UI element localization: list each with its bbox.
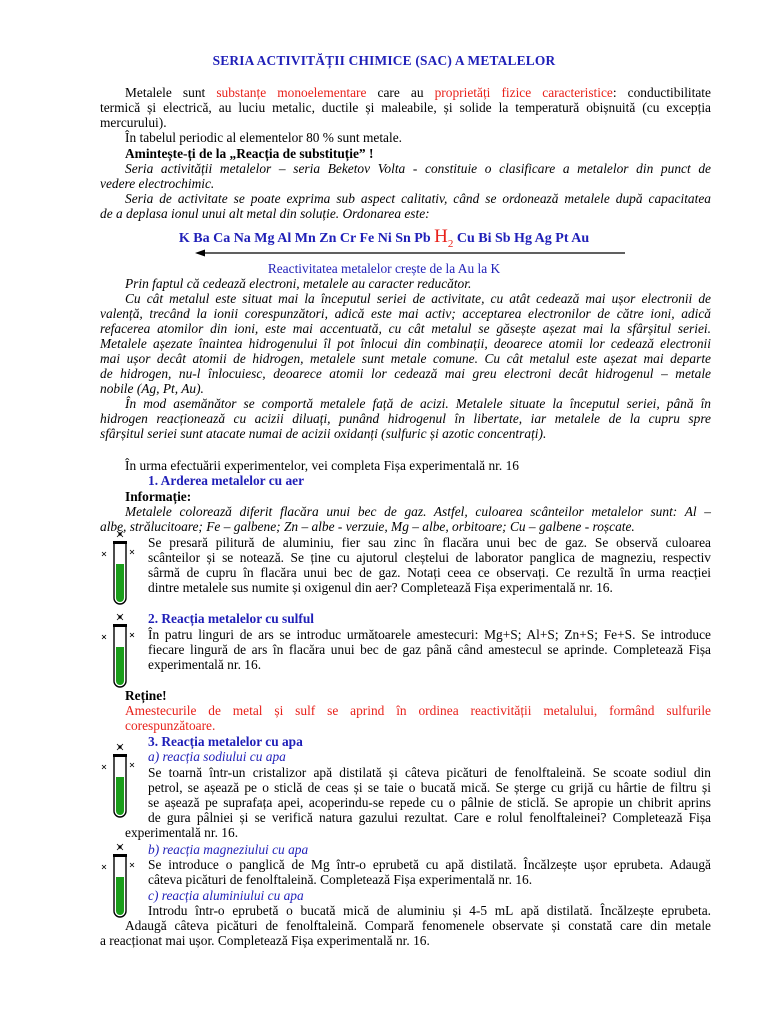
section-3a-text-5: experimentală nr. 16. bbox=[125, 825, 239, 840]
reactivity-line-3: valență, trecând la ionii corespunzători, adică este mai activ; acceptarea electronilor de către ioni, adică bbox=[100, 306, 711, 321]
series-hydrogen: $H_2$ bbox=[434, 226, 454, 250]
reactivity-line-4: refacerea atomilor din ioni, este mai accentuată, cu cât metalul se găsește așezat mai la sfârșitul seriei. bbox=[100, 321, 711, 336]
section-3a-title: a) reacția sodiului cu apa bbox=[148, 749, 286, 764]
series-arrow-icon bbox=[195, 248, 625, 258]
page-title: SERIA ACTIVITĂȚII CHIMICE (SAC) A METALELOR bbox=[212, 53, 556, 68]
section-3-heading: 3. Reacția metalelor cu apa bbox=[148, 734, 303, 749]
reactivity-line-1: Prin faptul că cedează electroni, metalele au caracter reducător. bbox=[125, 276, 472, 291]
reactivity-line-10: hidrogen reacționează cu acizii diluați, punând hidrogenul în libertate, iar metalele de la cupru spre bbox=[100, 411, 711, 426]
series-caption: Reactivitatea metalelor crește de la Au la K bbox=[267, 261, 501, 276]
section-1-info-1: Metalele colorează diferit flacăra unui bec de gaz. Astfel, culoarea scânteilor metalelor sunt: Al – bbox=[125, 504, 711, 519]
retine-line-2: corespunzătoare. bbox=[125, 718, 216, 733]
reactivity-line-8: nobile (Ag, Pt, Au). bbox=[100, 381, 204, 396]
series-left: K Ba Ca Na Mg Al Mn Zn Cr Fe Ni Sn Pb bbox=[178, 231, 431, 246]
section-3b-text-2: câteva picături de fenolftaleină. Completează Fișa experimentală nr. 16. bbox=[148, 872, 533, 887]
section-3c-text-3: a reacționat mai ușor. Completează Fișa experimentală nr. 16. bbox=[100, 933, 430, 948]
reactivity-line-6: mai ușor decât atomii de hidrogen, metalele sunt metale comune. Cu cât metalul este așezat mai departe bbox=[100, 351, 711, 366]
section-2-heading: 2. Reacția metalelor cu sulful bbox=[148, 611, 314, 626]
section-1-text-3: sârmă de cupru în flacăra unui bec de gaz. Notați ceea ce observați. Ce rezultă în urma reacției bbox=[148, 565, 711, 580]
test-tube-icon bbox=[100, 530, 138, 610]
section-1-heading: 1. Arderea metalelor cu aer bbox=[148, 473, 305, 488]
section-3a-text-4: de gura pâlniei și se verifică natura gazului rezultat. Care e rolul fenolftaleinei? Completează Fișa bbox=[148, 810, 711, 825]
section-1-text-1: Se presară pilitură de aluminiu, fier sau zinc în flacăra unui bec de gaz. Se observă culoarea bbox=[148, 535, 711, 550]
series-right: Cu Bi Sb Hg Ag Pt Au bbox=[456, 231, 590, 246]
intro-line-3: mercurului). bbox=[100, 115, 167, 130]
test-tube-icon bbox=[100, 843, 138, 923]
intro-line-1: Metalele sunt substanțe monoelementare care au proprietăți fizice caracteristice: conductibilitate bbox=[125, 85, 711, 100]
retine-line-1: Amestecurile de metal și sulf se aprind în ordinea reactivității metalului, formând sulfurile bbox=[125, 703, 711, 718]
section-3c-text-1: Introdu într-o eprubetă o bucată mică de aluminiu și 4-5 mL apă distilată. Încălzește eprubeta. bbox=[148, 903, 711, 918]
intro-line-6: Seria activității metalelor – seria Beketov Volta - constituie o clasificare a metalelor din punct de bbox=[125, 161, 711, 176]
intro-line-2: termică și electrică, au luciu metalic, ductile și maleabile, și solide la temperatură obișnuită (cu excepția bbox=[100, 100, 711, 115]
reactivity-line-7: de hidrogen, nu-l înlocuiesc, deoarece atomii lor cedează mai greu electroni decât hidrogenul – metale bbox=[100, 366, 711, 381]
section-2-text-2: fiecare lingură de ars în flacăra unui bec de gaz până când amestecul se aprinde. Completează Fișa bbox=[148, 642, 711, 657]
section-3a-text-2: petrol, se așează pe o sticlă de ceas și se taie o bucată mică. Se șterge cu grijă cu hârtie de filtru și bbox=[148, 780, 711, 795]
reactivity-line-2: Cu cât metalul este situat mai la începutul seriei de activitate, cu atât cedează mai ușor electronii de bbox=[125, 291, 711, 306]
intro-line-8: Seria de activitate se poate exprima sub aspect calitativ, când se ordonează metalele după capacitatea bbox=[125, 191, 711, 206]
activity-series bbox=[0, 226, 768, 250]
section-3b-title: b) reacția magneziului cu apa bbox=[148, 842, 309, 857]
reactivity-line-5: Metalele așezate înaintea hidrogenului îl pot înlocui din combinații, deoarece atomii lor cedează electronii bbox=[100, 336, 711, 351]
intro-line-4: În tabelul periodic al elementelor 80 % sunt metale. bbox=[125, 130, 403, 145]
section-2-text-1: În patru linguri de ars se introduc următoarele amestecuri: Mg+S; Al+S; Zn+S; Fe+S. Se introduce bbox=[148, 627, 711, 642]
section-2-text-3: experimentală nr. 16. bbox=[148, 657, 262, 672]
intro-line-9: de a deplasa ionul unui alt metal din soluție. Ordonarea este: bbox=[100, 206, 430, 221]
section-1-text-4: dintre metalele sus numite și oxigenul din aer? Completează Fișa experimentală nr. 16. bbox=[148, 580, 613, 595]
section-3a-text-3: se așează pe suprafața apei, acoperindu-se repede cu o pâlnie de sticlă. Se apropie un chibrit aprins bbox=[148, 795, 711, 810]
intro-line-7: vedere electrochimic. bbox=[100, 176, 215, 191]
section-1-text-2: scânteilor și se notează. Se ține cu ajutorul cleștelui de laborator panglica de magneziu, respectiv bbox=[148, 550, 711, 565]
section-3b-text-1: Se introduce o panglică de Mg într-o eprubetă cu apă distilată. Încălzește ușor eprubeta. Adaugă bbox=[148, 857, 711, 872]
section-3a-text-1: Se toarnă într-un cristalizor apă distilată și câteva picături de fenolftaleină. Se scoate sodiul din bbox=[148, 765, 711, 780]
section-1-info-label: Informație: bbox=[125, 489, 192, 504]
intro-reminder: Amintește-ți de la „Reacția de substituție” ! bbox=[125, 146, 374, 161]
retine-label: Reține! bbox=[125, 688, 167, 703]
test-tube-icon bbox=[100, 613, 138, 693]
section-3c-text-2: Adaugă câteva picături de fenolftaleină. Compară fenomenele observate și constată care din metale bbox=[125, 918, 711, 933]
section-1-info-2: albe, strălucitoare; Fe – galbene; Zn – albe - verzuie, Mg – albe, orbitoare; Cu – galbene - roșcate. bbox=[100, 519, 635, 534]
reactivity-line-11: sfârșitul seriei sunt atacate numai de acizii oxidanți (sulfuric și azotic concentrați). bbox=[100, 426, 547, 441]
section-3c-title: c) reacția aluminiului cu apa bbox=[148, 888, 304, 903]
experiments-intro: În urma efectuării experimentelor, vei completa Fișa experimentală nr. 16 bbox=[125, 458, 519, 473]
test-tube-icon bbox=[100, 743, 138, 823]
reactivity-line-9: În mod asemănător se comportă metalele față de acizi. Metalele situate la începutul seriei, până în bbox=[125, 396, 711, 411]
